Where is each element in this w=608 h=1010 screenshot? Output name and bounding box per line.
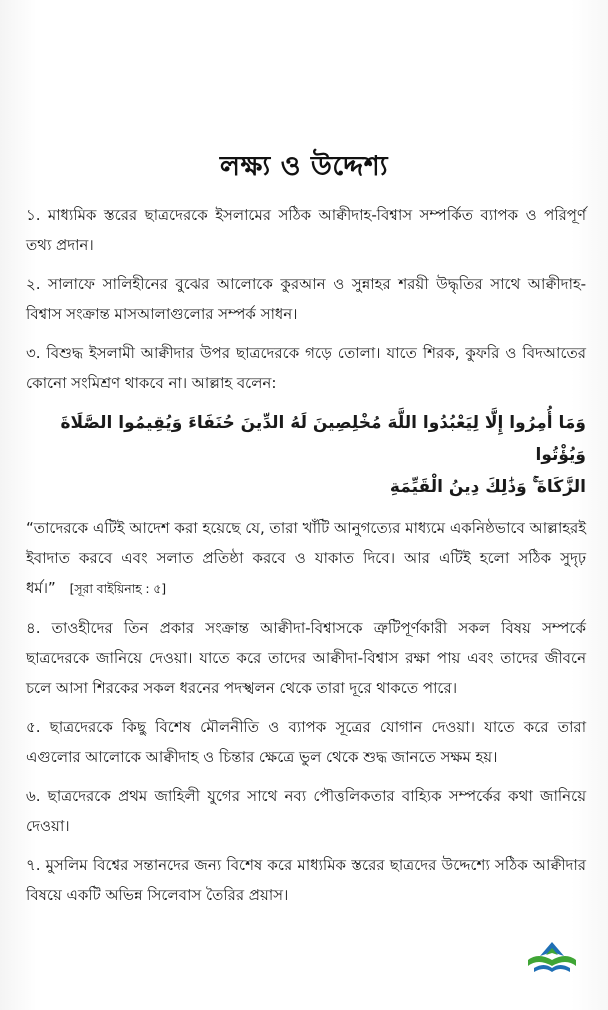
publisher-logo-icon	[524, 938, 580, 978]
page-title: লক্ষ্য ও উদ্দেশ্য	[219, 151, 389, 182]
verse-reference: [সূরা বাইয়িনাহ : ৫]	[69, 581, 166, 596]
list-item: ৩. বিশুদ্ধ ইসলামী আক্বীদার উপর ছাত্রদেরকে গড়ে তোলা। যাতে শিরক, কুফরি ও বিদআতের কোনো সংমিশ্রণ থাকবে না। আল্লাহ বলেন:	[26, 344, 586, 392]
list-item: ২. সালাফে সালিহীনের বুঝের আলোকে কুরআন ও সুন্নাহর শরয়ী উদ্ধৃতির সাথে আক্বীদাহ-বিশ্বাস সংক্রান্ত মাসআলাগুলোর সম্পর্ক সাধন।	[26, 275, 586, 323]
verse-translation	[26, 513, 586, 604]
page-content	[26, 200, 586, 919]
arabic-verse	[26, 407, 586, 503]
arabic-verse-line: وَمَا أُمِرُوا إِلَّا لِيَعْبُدُوا اللَّهَ مُخْلِصِينَ لَهُ الدِّينَ حُنَفَاءَ وَيُقِيمُوا الصَّلَاةَ وَيُؤْتُوا	[60, 413, 586, 465]
list-item: ৫. ছাত্রদেরকে কিছু বিশেষ মৌলনীতি ও ব্যাপক সূত্রের যোগান দেওয়া। যাতে করে তারা এগুলোর আলোকে আক্বীদাহ ও চিন্তার ক্ষেত্রে ভুল থেকে শুদ্ধ জানতে সক্ষম হয়।	[26, 718, 586, 766]
list-item: ১. মাধ্যমিক স্তরের ছাত্রদেরকে ইসলামের সঠিক আক্বীদাহ-বিশ্বাস সম্পর্কিত ব্যাপক ও পরিপূর্ণ তথ্য প্রদান।	[26, 206, 586, 254]
list-item: ৭. মুসলিম বিশ্বের সন্তানদের জন্য বিশেষ করে মাধ্যমিক স্তরের ছাত্রদের উদ্দেশ্যে সঠিক আক্বীদার বিষয়ে একটি অভিন্ন সিলেবাস তৈরির প্রয়াস।	[26, 856, 586, 904]
arabic-verse-line: الزَّكَاةَ ۚ وَذَٰلِكَ دِينُ الْقَيِّمَةِ	[389, 477, 586, 497]
list-item: ৬. ছাত্রদেরকে প্রথম জাহিলী যুগের সাথে নব্য পৌত্তলিকতার বাহ্যিক সম্পর্কের কথা জানিয়ে দেওয়া।	[26, 787, 586, 835]
translation-text: “তাদেরকে এটিই আদেশ করা হয়েছে যে, তারা খাঁটি আনুগত্যের মাধ্যমে একনিষ্ঠভাবে আল্লাহরই ইবাদাত করবে এবং সলাত প্রতিষ্ঠা করবে ও যাকাত দিবে। আর এটিই হলো সঠিক সুদৃঢ় ধর্ম।”	[26, 519, 586, 597]
list-item: ৪. তাওহীদের তিন প্রকার সংক্রান্ত আক্বীদা-বিশ্বাসকে ত্রুটিপূর্ণকারী সকল বিষয় সম্পর্কে ছাত্রদেরকে জানিয়ে দেওয়া। যাতে করে তাদের আক্বীদা-বিশ্বাস রক্ষা পায় এবং তাদের জীবনে চলে আসা শিরকের সকল ধরনের পদস্খলন থেকে তারা দূরে থাকতে পারে।	[26, 619, 586, 697]
